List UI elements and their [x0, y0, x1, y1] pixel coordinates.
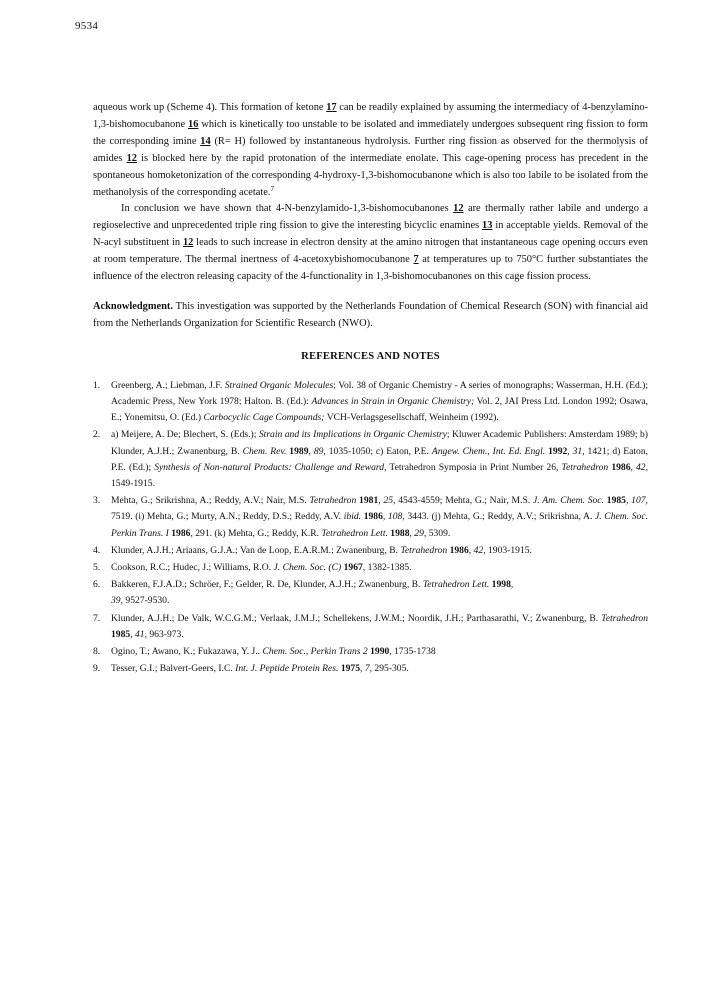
article-body [93, 100, 648, 678]
acknowledgment-title: Acknowledgment. [93, 300, 173, 312]
reference-item: 5. Cookson, R.C.; Hudec, J.; Williams, R.O. J. Chem. Soc. (C) 1967, 1382-1385. [93, 560, 648, 576]
reference-number: 8. [93, 645, 101, 657]
reference-item: 3. Mehta, G.; Srikrishna, A.; Reddy, A.V.; Nair, M.S. Tetrahedron 1981, 25, 4543-4559; Mehta, G.; Nair, M.S. J. Am. Chem. Soc. 1985, 107, 7519. (i) Mehta, G.; Murty, A.N.; Reddy, D.S.; Reddy, A.V. ibid. 1986, 108, 3443. (j) Mehta, G.; Reddy, A.V.; Srikrishna, A. J. Chem. Soc. Perkin Trans. I 1986, 291. (k) Mehta, G.; Reddy, K.R. Tetrahedron Lett. 1988, 29, 5309. [93, 495, 648, 539]
reference-item: 9. Tesser, G.I.; Balvert-Geers, I.C. Int. J. Peptide Protein Res. 1975, 7, 295-305. [93, 661, 648, 677]
reference-number: 2. [93, 429, 101, 441]
compound-ref-12: 12 [453, 203, 464, 215]
reference-number: 7. [93, 612, 101, 624]
acknowledgment: Acknowledgment. This investigation was supported by the Netherlands Foundation of Chemical Research (SON) with financial aid from the Netherlands Organization for Scientific Research (NWO). [93, 300, 648, 329]
footnote-mark-7: 7 [270, 184, 274, 193]
reference-item: 6. Bakkeren, F.J.A.D.; Schröer, F.; Gelder, R. De, Klunder, A.J.H.; Zwanenburg, B. Tetrahedron Lett. 1998, 39, 9527-9530. [93, 579, 514, 607]
reference-number: 3. [93, 495, 101, 507]
reference-item: 7. Klunder, A.J.H.; De Valk, W.C.G.M.; Verlaak, J.M.J.; Schellekens, J.W.M.; Noordik, J.H.; Parthasarathi, V.; Zwanenburg, B. Tetrahedron 1985, 41, 963-973. [93, 612, 648, 640]
compound-ref-13: 13 [482, 220, 493, 232]
reference-number: 6. [93, 579, 101, 591]
paragraph-ketone-formation: aqueous work up (Scheme 4). This formation of ketone 17 can be readily explained by assuming the intermediacy of 4-benzylamino-1,3-bishomocubanone 16 which is kinetically too unstable to be isolated and immediately undergoes subsequent ring fission to form the corresponding imine 14 (R= H) followed by instantaneous hydrolysis. Further ring fission as observed for the thermolysis of amides 12 is blocked here by the rapid protonation of the intermediate enolate. This cage-opening process has precedent in the spontaneous homoketonization of the corresponding 4-hydroxy-1,3-bishomocubanone which is also too labile to be isolated from the methanolysis of the corresponding acetate.$^7$ [93, 102, 649, 198]
compound-ref-16: 16 [188, 118, 199, 130]
reference-item: 1. Greenberg, A.; Liebman, J.F. Strained Organic Molecules; Vol. 38 of Organic Chemistry - A series of monographs; Wasserman, H.H. (Ed.); Academic Press, New York 1978; Halton. B. (Ed.): Advances in Strain in Organic Chemistry; Vol. 2, JAI Press Ltd. London 1992; Osawa, E.; Yonemitsu, O. (Ed.) Carbocyclic Cage Compounds; VCH-Verlagsgesellschaff, Weinheim (1992). [93, 379, 649, 424]
compound-ref-12: 12 [126, 152, 137, 164]
reference-number: 1. [93, 379, 101, 391]
compound-ref-12: 12 [182, 237, 194, 249]
references-heading: REFERENCES AND NOTES [301, 350, 440, 362]
reference-item: 2. a) Meijere, A. De; Blechert, S. (Eds.); Strain and its Implications in Organic Chemistry; Kluwer Academic Publishers: Amsterdam 1989; b) Klunder, A.J.H.; Zwanenburg, B. Chem. Rev. 1989, 89, 1035-1050; c) Eaton, P.E. Angew. Chem., Int. Ed. Engl. 1992, 31, 1421; d) Eaton, P.E. (Ed.); Synthesis of Non-natural Products: Challenge and Reward, Tetrahedron Symposia in Print Number 26, Tetrahedron 1986, 42, 1549-1915. [93, 429, 649, 489]
reference-number: 9. [93, 663, 101, 675]
reference-number: 4. [93, 544, 101, 556]
paragraph-conclusion: In conclusion we have shown that 4-N-benzylamido-1,3-bishomocubanones 12 are thermally rather labile and undergo a regioselective and unprecedented triple ring fission to give the interesting bicyclic enamines 13 in acceptable yields. Removal of the N-acyl substituent in 12 leads to such increase in electron density at the amino nitrogen that instantaneous cage opening occurs even at room temperature. The thermal inertness of 4-acetoxybishomocubanone 7 at temperatures up to 750°C further substantiates the influence of the electron releasing capacity of the 4-functionality in 1,3-bishomocubanones on this cage fission process. [93, 203, 648, 283]
reference-item: 8. Ogino, T.; Awano, K.; Fukazawa, Y. J.. Chem. Soc., Perkin Trans 2 1990, 1735-1738 [93, 644, 648, 660]
page-number: 9534 [75, 20, 99, 32]
references-list [93, 378, 648, 678]
reference-item: 4. Klunder, A.J.H.; Ariaans, G.J.A.; Van de Loop, E.A.R.M.; Zwanenburg, B. Tetrahedron 1986, 42, 1903-1915. [93, 543, 648, 559]
compound-ref-17: 17 [326, 102, 337, 113]
compound-ref-14: 14 [200, 135, 211, 147]
reference-number: 5. [93, 561, 101, 573]
compound-ref-7: 7 [413, 254, 419, 266]
